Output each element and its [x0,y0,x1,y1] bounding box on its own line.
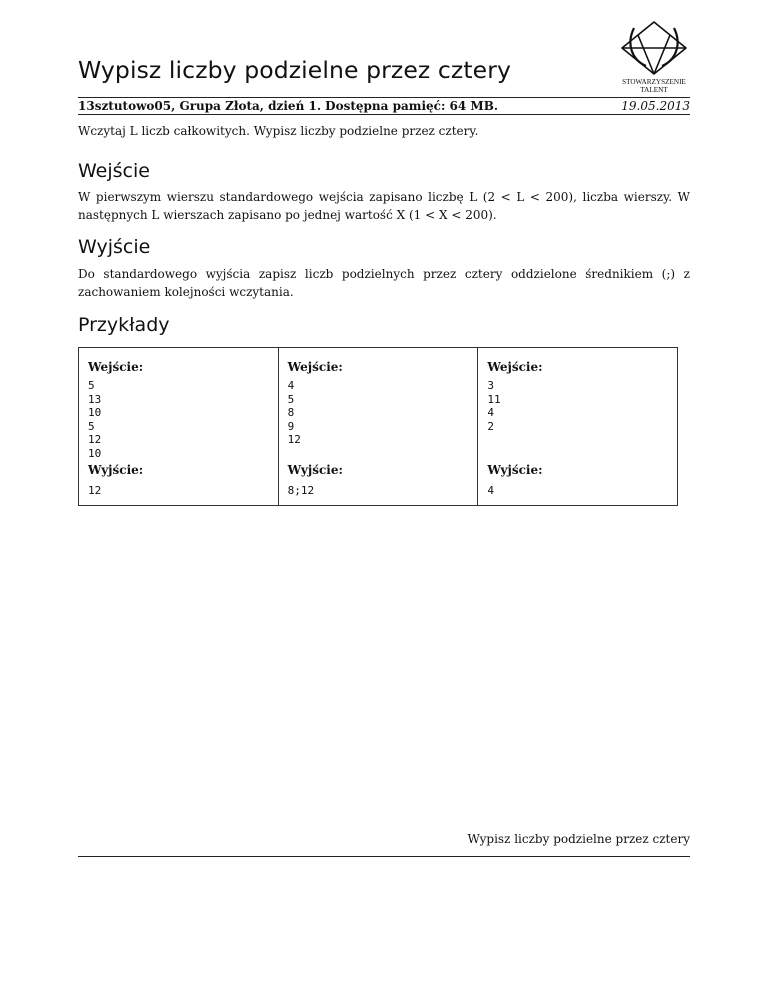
stowarzyszenie-talent-logo-icon [616,18,692,94]
header-top-divider [78,97,690,98]
examples-table [78,347,678,506]
task-date: 19.05.2013 [621,99,690,113]
logo-text-line1: STOWARZYSZENIE [622,78,686,86]
example-input-label: Wejście: [287,360,343,374]
output-description: Do standardowego wyjścia zapisz liczb podzielnych przez cztery oddzielone średnikiem (;) z zachowaniem kolejności wczytania. [78,267,690,299]
example-2 [278,348,478,505]
example-input-data: 5 13 10 5 12 10 [88,379,102,460]
example-input-data: 4 5 8 9 12 [287,379,301,447]
example-output-data: 12 [88,484,102,497]
header-bottom-divider [78,114,690,115]
example-input-label: Wejście: [88,360,144,374]
logo-text-line2: TALENT [640,86,668,94]
example-output-label: Wyjście: [287,463,343,477]
example-input-data: 3 11 4 2 [487,379,501,433]
example-3 [477,348,677,505]
example-input-label: Wejście: [487,360,543,374]
footer-divider [78,856,690,857]
input-heading: Wejście [78,160,150,182]
input-description: W pierwszym wierszu standardowego wejścia zapisano liczbę L (2 < L < 200), liczba wierszy. W następnych L wierszach zapisano po jednej wartość X (1 < X < 200). [78,190,690,222]
page-title: Wypisz liczby podzielne przez cztery [78,56,511,84]
examples-heading: Przykłady [78,314,170,336]
task-intro: Wczytaj L liczb całkowitych. Wypisz liczby podzielne przez cztery. [78,124,479,138]
example-output-label: Wyjście: [487,463,543,477]
example-output-data: 8;12 [287,484,315,497]
example-output-data: 4 [487,484,494,497]
footer-title: Wypisz liczby podzielne przez cztery [467,832,690,846]
task-meta: 13sztutowo05, Grupa Złota, dzień 1. Dostępna pamięć: 64 MB. [78,99,499,113]
example-1 [79,348,278,505]
output-heading: Wyjście [78,236,151,258]
example-output-label: Wyjście: [88,463,144,477]
